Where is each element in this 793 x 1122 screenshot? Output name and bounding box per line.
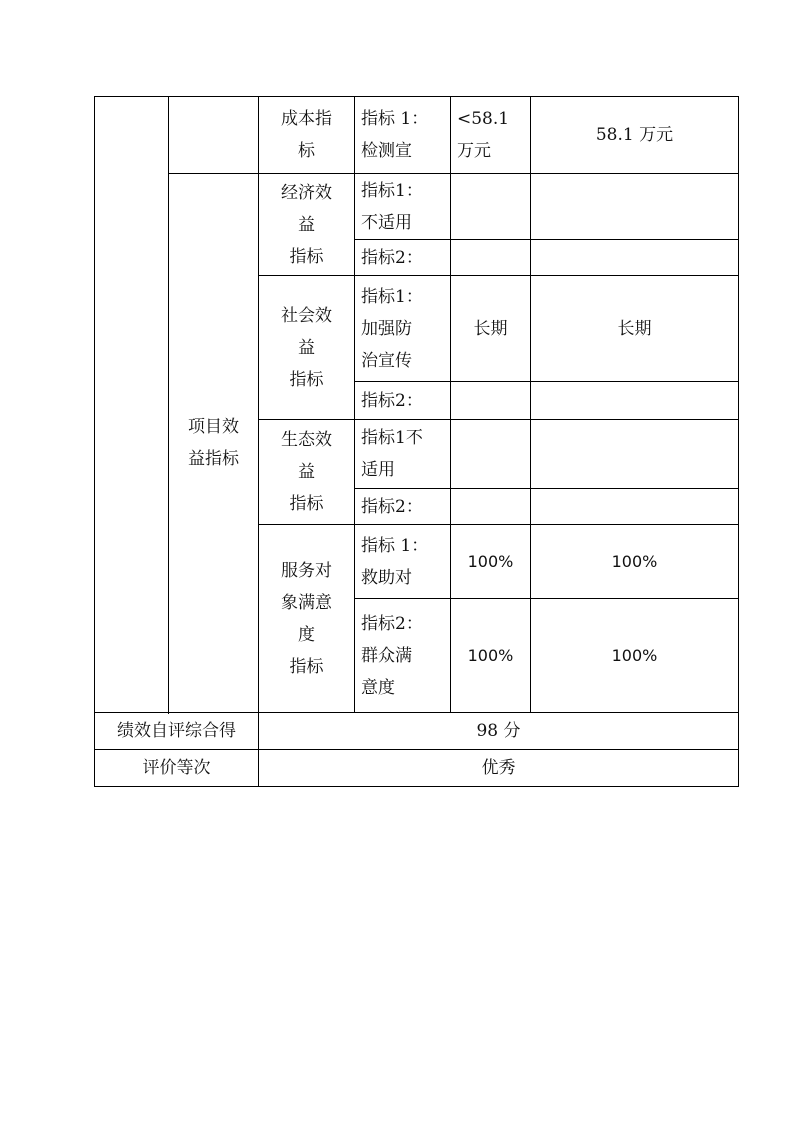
- economic-indicator-1: 指标1： 不适用: [355, 174, 451, 240]
- social-target: 长期: [451, 276, 531, 382]
- blank-cell: [169, 97, 259, 174]
- table-row: [95, 750, 739, 787]
- ecological-indicator-1: 指标1不 适用: [355, 420, 451, 489]
- score-label: 绩效自评综合得: [95, 713, 259, 750]
- performance-table: [94, 96, 739, 787]
- cost-indicator-category: 成本指 标: [259, 97, 355, 174]
- blank-cell: [451, 240, 531, 276]
- satisfaction-1-target: 100%: [451, 525, 531, 599]
- cost-indicator-1: 指标 1： 检测宣: [355, 97, 451, 174]
- cost-actual: 58.1 万元: [531, 97, 739, 174]
- table-row: [95, 97, 739, 174]
- blank-cell: [531, 382, 739, 420]
- social-benefit-category: 社会效 益 指标: [259, 276, 355, 420]
- blank-cell: [531, 420, 739, 489]
- blank-cell: [451, 489, 531, 525]
- table-row: [95, 713, 739, 750]
- ecological-indicator-2: 指标2：: [355, 489, 451, 525]
- social-indicator-2: 指标2：: [355, 382, 451, 420]
- satisfaction-indicator-1: 指标 1： 救助对: [355, 525, 451, 599]
- social-indicator-1: 指标1： 加强防 治宣传: [355, 276, 451, 382]
- table-row: [95, 174, 739, 240]
- score-value: 98 分: [259, 713, 739, 750]
- cost-target: <58.1 万元: [451, 97, 531, 174]
- economic-benefit-category: 经济效 益 指标: [259, 174, 355, 276]
- blank-cell: [531, 240, 739, 276]
- satisfaction-category: 服务对 象满意 度 指标: [259, 525, 355, 713]
- social-actual: 长期: [531, 276, 739, 382]
- grade-value: 优秀: [259, 750, 739, 787]
- blank-cell: [451, 420, 531, 489]
- blank-cell: [531, 174, 739, 240]
- ecological-benefit-category: 生态效 益 指标: [259, 420, 355, 525]
- satisfaction-2-target: 100%: [451, 599, 531, 713]
- satisfaction-indicator-2: 指标2： 群众满 意度: [355, 599, 451, 713]
- satisfaction-1-actual: 100%: [531, 525, 739, 599]
- grade-label: 评价等次: [95, 750, 259, 787]
- benefit-indicator-group: 项目效 益指标: [169, 174, 259, 713]
- blank-cell: [95, 97, 169, 713]
- blank-cell: [531, 489, 739, 525]
- blank-cell: [451, 382, 531, 420]
- economic-indicator-2: 指标2：: [355, 240, 451, 276]
- blank-cell: [451, 174, 531, 240]
- satisfaction-2-actual: 100%: [531, 599, 739, 713]
